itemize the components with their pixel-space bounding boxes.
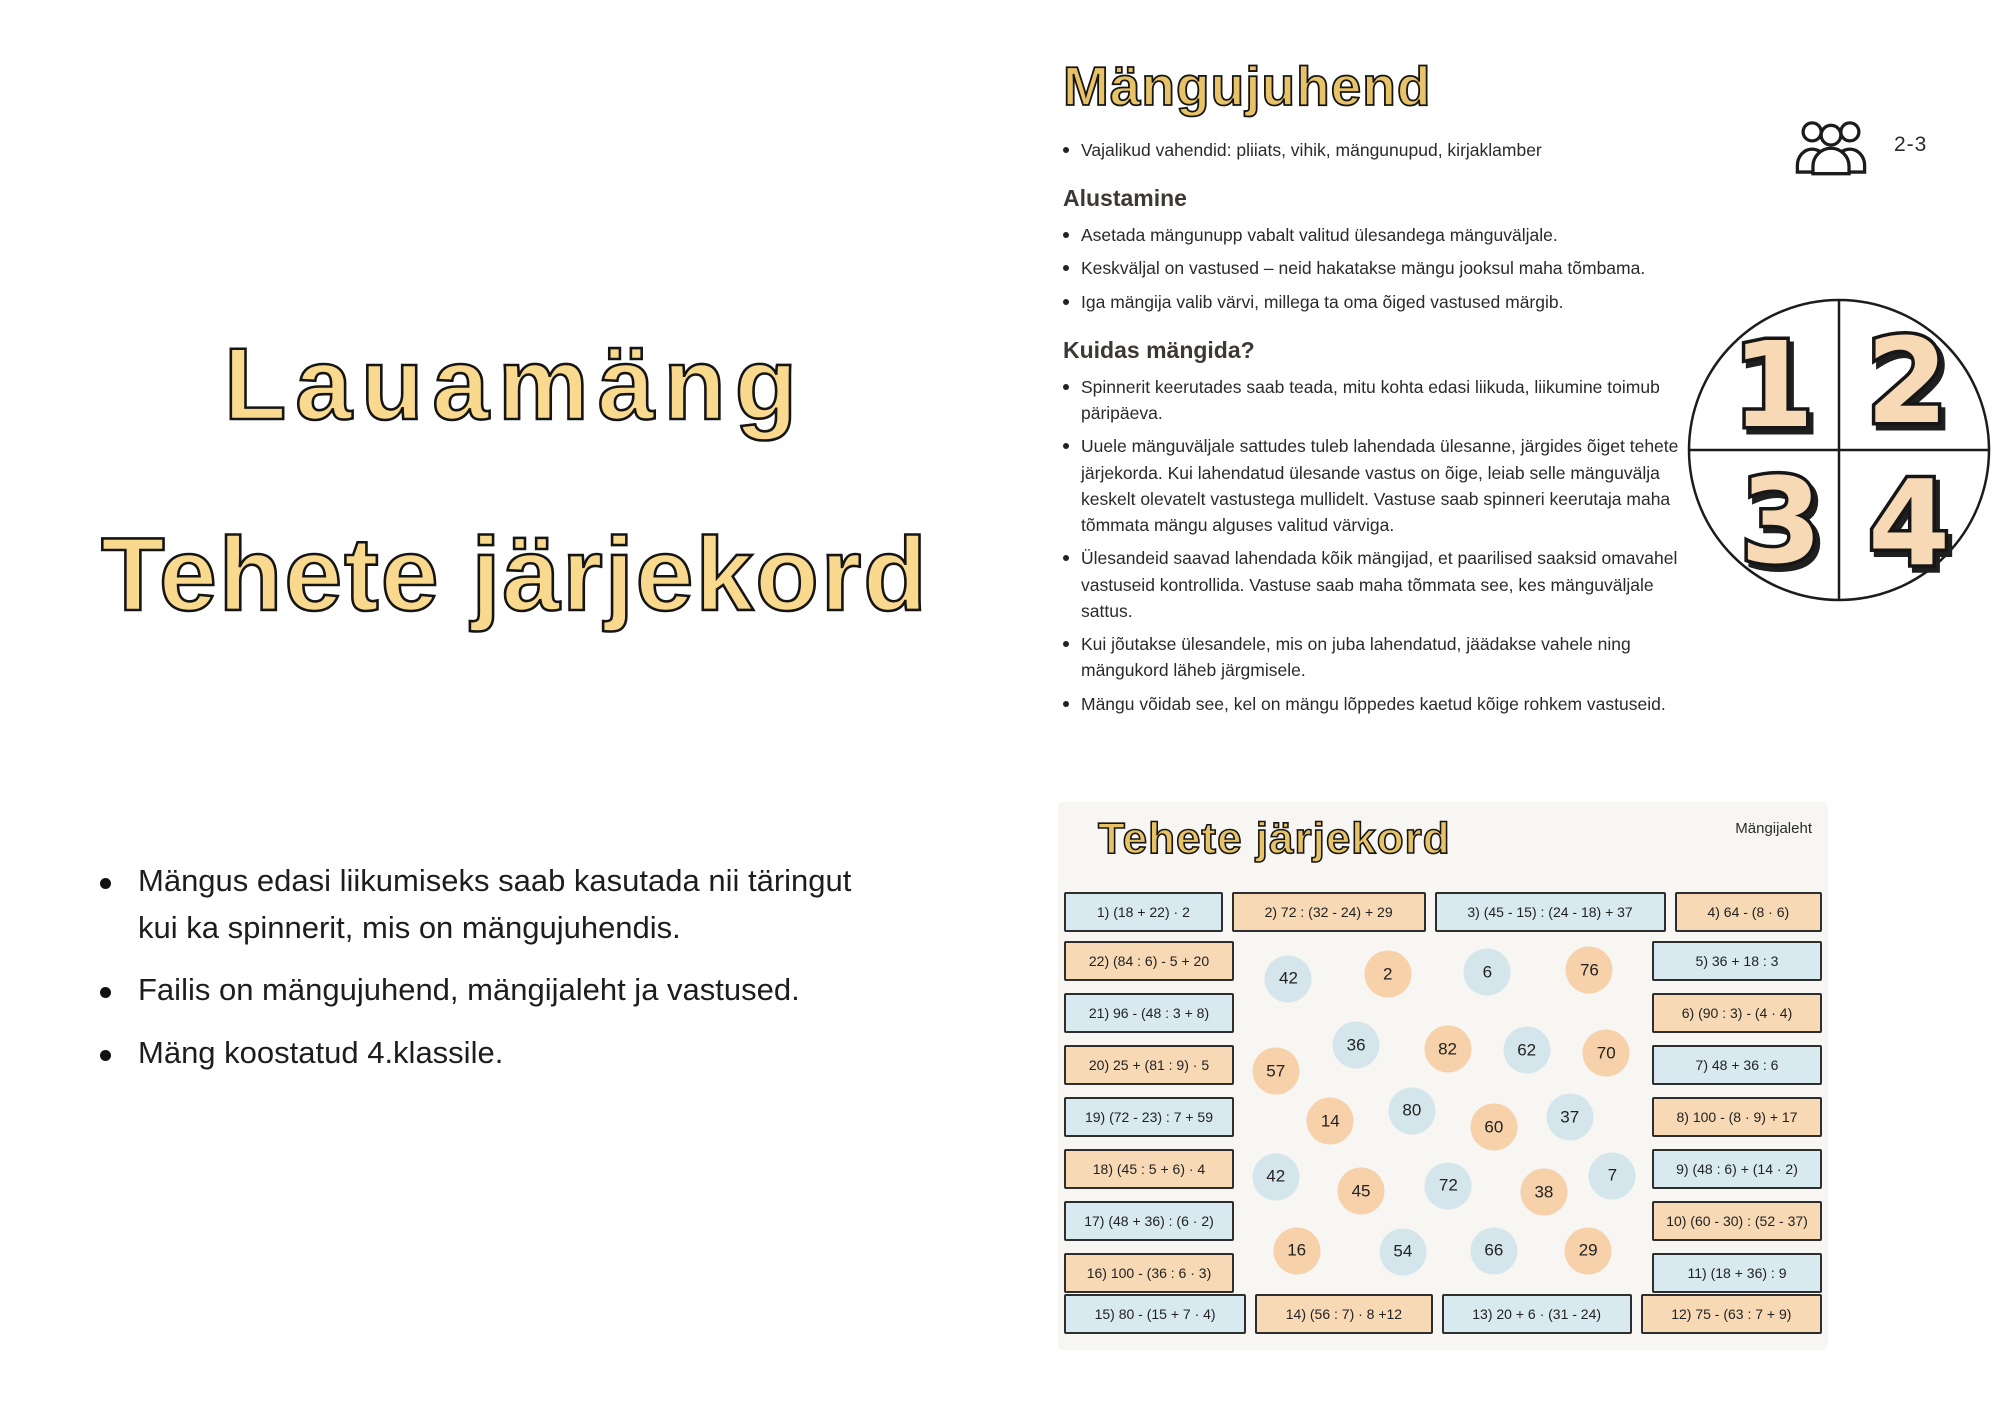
task-box: 7) 48 + 36 : 6 — [1652, 1045, 1822, 1085]
answer-bubble: 42 — [1252, 1153, 1299, 1200]
instruction-bullet: Spinnerit keerutades saab teada, mitu kohta edasi liikuda, liikumine toimub päripäeva. — [1081, 374, 1691, 427]
task-box: 10) (60 - 30) : (52 - 37) — [1652, 1201, 1822, 1241]
answer-bubble: 45 — [1338, 1168, 1385, 1215]
task-box: 8) 100 - (8 · 9) + 17 — [1652, 1097, 1822, 1137]
task-box: 22) (84 : 6) - 5 + 20 — [1064, 941, 1234, 981]
main-title-line2: Tehete järjekord — [101, 516, 929, 633]
task-box: 6) (90 : 3) - (4 · 4) — [1652, 993, 1822, 1033]
answer-bubble: 37 — [1546, 1094, 1593, 1141]
game-sheet — [1058, 802, 1828, 1350]
instructions-title: Mängujuhend — [1063, 55, 1432, 117]
tools-bullet: Vajalikud vahendid: pliiats, vihik, mängunupud, kirjaklamber — [1081, 137, 1691, 163]
task-box: 17) (48 + 36) : (6 · 2) — [1064, 1201, 1234, 1241]
task-box: 16) 100 - (36 : 6 · 3) — [1064, 1253, 1234, 1293]
task-column-left — [1064, 941, 1234, 1293]
task-box: 21) 96 - (48 : 3 + 8) — [1064, 993, 1234, 1033]
answer-bubble: 6 — [1464, 949, 1511, 996]
task-box: 3) (45 - 15) : (24 - 18) + 37 — [1435, 892, 1666, 932]
task-box: 2) 72 : (32 - 24) + 29 — [1232, 892, 1426, 932]
answer-bubble: 14 — [1307, 1098, 1354, 1145]
task-box: 15) 80 - (15 + 7 · 4) — [1064, 1294, 1246, 1334]
sheet-title: Tehete järjekord — [1098, 814, 1451, 863]
task-box: 19) (72 - 23) : 7 + 59 — [1064, 1097, 1234, 1137]
main-title-line1: Lauamäng — [223, 327, 807, 442]
answer-bubble: 2 — [1364, 951, 1411, 998]
answer-bubble: 29 — [1565, 1227, 1612, 1274]
instructions-panel — [1035, 52, 1987, 758]
answer-bubble: 70 — [1583, 1030, 1630, 1077]
answer-bubble: 80 — [1388, 1087, 1435, 1134]
spinner-number-3: 3 — [1739, 452, 1823, 590]
task-row-top — [1064, 892, 1822, 932]
task-box: 9) (48 : 6) + (14 · 2) — [1652, 1149, 1822, 1189]
task-box: 11) (18 + 36) : 9 — [1652, 1253, 1822, 1293]
task-box: 1) (18 + 22) · 2 — [1064, 892, 1223, 932]
spinner-number-4: 4 — [1867, 454, 1951, 592]
answer-bubble: 54 — [1379, 1228, 1426, 1275]
instruction-bullet: Iga mängija valib värvi, millega ta oma õiged vastused märgib. — [1081, 289, 1691, 315]
instruction-bullet: Mängu võidab see, kel on mängu lõppedes kaetud kõige rohkem vastuseid. — [1081, 691, 1691, 717]
answer-bubble: 38 — [1520, 1169, 1567, 1216]
task-row-bottom — [1064, 1294, 1822, 1334]
instruction-bullet: Ülesandeid saavad lahendada kõik mängijad, et paarilised saaksid omavahel vastuseid kontrollida. Vastuse saab maha tõmmata see, kes mänguväljale sattus. — [1081, 545, 1691, 624]
instruction-bullet: Asetada mängunupp vabalt valitud ülesandega mänguväljale. — [1081, 222, 1691, 248]
task-box: 5) 36 + 18 : 3 — [1652, 941, 1822, 981]
answer-bubble: 76 — [1566, 947, 1613, 994]
players-indicator — [1790, 114, 1927, 176]
tools-bullet-list — [1035, 137, 1737, 163]
answer-bubble: 82 — [1424, 1026, 1471, 1073]
spinner-number-1: 1 — [1731, 316, 1815, 454]
players-icon — [1790, 114, 1872, 176]
section-heading-kuidas: Kuidas mängida? — [1063, 336, 1255, 363]
answer-bubble: 72 — [1425, 1162, 1472, 1209]
task-box: 14) (56 : 7) · 8 +12 — [1255, 1294, 1433, 1334]
task-box: 18) (45 : 5 + 6) · 4 — [1064, 1149, 1234, 1189]
intro-bullet: Mängus edasi liikumiseks saab kasutada nii täringut kui ka spinnerit, mis on mängujuhendis. — [92, 858, 892, 951]
intro-bullet-list — [92, 858, 892, 1092]
answer-bubble: 66 — [1470, 1227, 1517, 1274]
instruction-bullet: Uuele mänguväljale sattudes tuleb lahendada ülesanne, järgides õiget tehete järjekorda. Kui lahendatud ülesande vastus on õige, leiab selle mänguvälja keskelt olevatelt vastustega mullidelt. Vastuse saab spinneri keerutaja maha tõmmata mängu alguses valitud värviga. — [1081, 433, 1691, 538]
task-column-right — [1652, 941, 1822, 1293]
kuidas-bullet-list — [1035, 374, 1737, 717]
answer-bubble: 36 — [1333, 1022, 1380, 1069]
instruction-bullet: Keskväljal on vastused – neid hakatakse mängu jooksul maha tõmbama. — [1081, 255, 1691, 281]
alustamine-bullet-list — [1035, 222, 1737, 315]
instruction-bullet: Kui jõutakse ülesandele, mis on juba lahendatud, jäädakse vahele ning mängukord läheb järgmisele. — [1081, 631, 1691, 684]
intro-bullet: Failis on mängujuhend, mängijaleht ja vastused. — [92, 967, 892, 1014]
answer-bubble: 16 — [1273, 1227, 1320, 1274]
players-count: 2-3 — [1894, 133, 1928, 156]
answer-bubble-field — [1236, 935, 1646, 1292]
intro-bullet: Mäng koostatud 4.klassile. — [92, 1030, 892, 1077]
answer-bubble: 57 — [1252, 1048, 1299, 1095]
answer-bubble: 7 — [1589, 1152, 1636, 1199]
spinner-wheel — [1683, 294, 1995, 606]
answer-bubble: 60 — [1470, 1104, 1517, 1151]
section-heading-alustamine: Alustamine — [1063, 185, 1187, 211]
answer-bubble: 42 — [1265, 955, 1312, 1002]
task-box: 20) 25 + (81 : 9) · 5 — [1064, 1045, 1234, 1085]
sheet-corner-label: Mängijaleht — [1735, 820, 1812, 837]
spinner-number-2: 2 — [1865, 312, 1949, 450]
task-box: 12) 75 - (63 : 7 + 9) — [1641, 1294, 1822, 1334]
task-box: 13) 20 + 6 · (31 - 24) — [1442, 1294, 1632, 1334]
task-box: 4) 64 - (8 · 6) — [1675, 892, 1822, 932]
answer-bubble: 62 — [1503, 1027, 1550, 1074]
